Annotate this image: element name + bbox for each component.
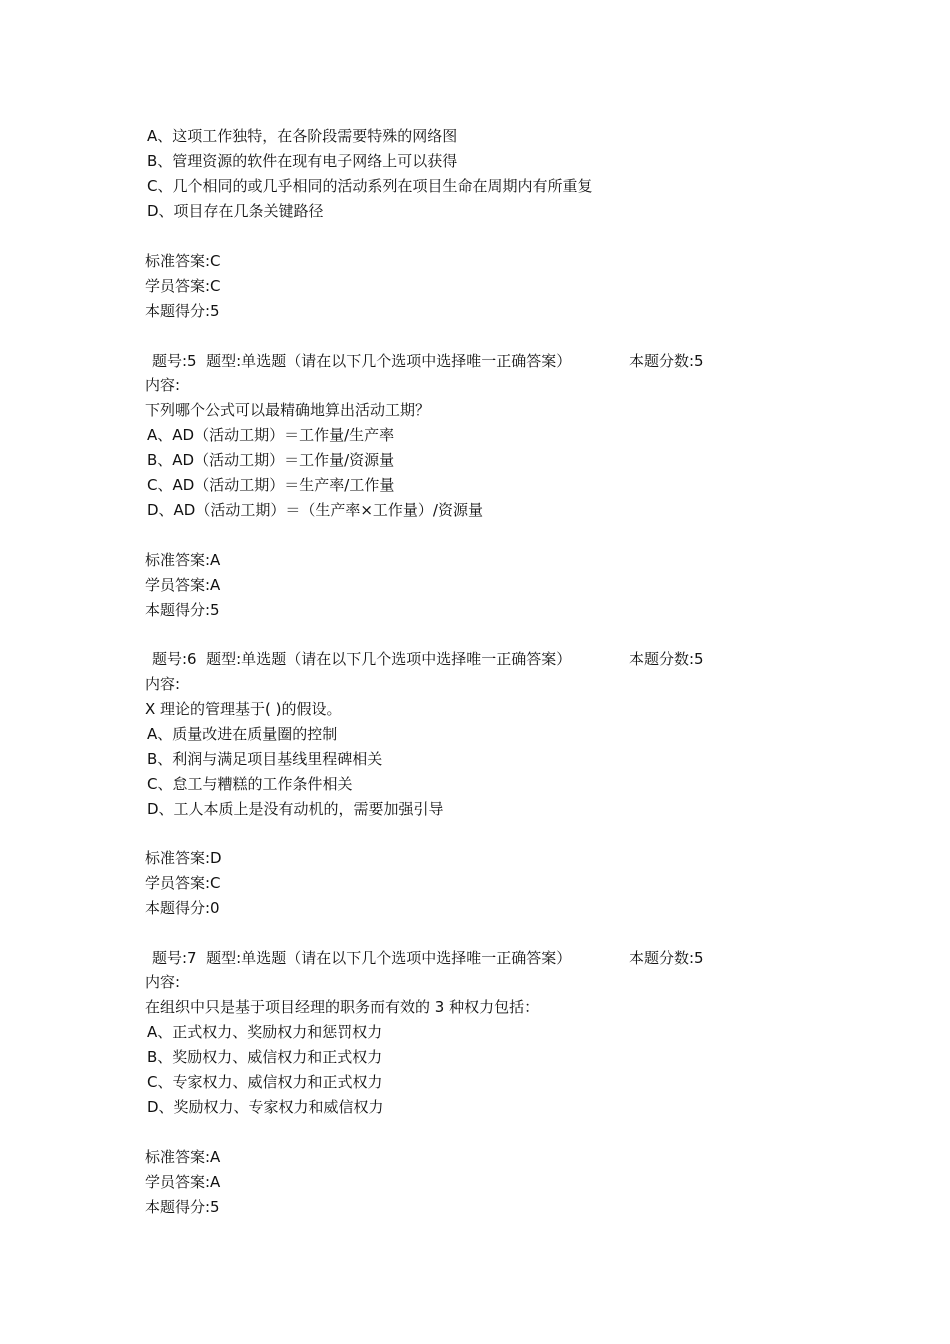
option-b: B、奖励权力、威信权力和正式权力	[147, 1048, 383, 1066]
content-label: 内容:	[145, 973, 181, 991]
option-a: A、正式权力、奖励权力和惩罚权力	[147, 1023, 383, 1041]
option-c: C、几个相同的或几乎相同的活动系列在项目生命在周期内有所重复	[147, 177, 593, 195]
option-c: C、怠工与糟糕的工作条件相关	[147, 775, 353, 793]
question-score: 本题得分:5	[145, 601, 220, 619]
standard-answer: 标准答案:D	[145, 849, 222, 867]
question-points: 本题分数:5	[629, 650, 704, 668]
student-answer: 学员答案:C	[145, 277, 221, 295]
question-score: 本题得分:0	[145, 899, 220, 917]
content-label: 内容:	[145, 376, 181, 394]
option-c: C、AD（活动工期）＝生产率/工作量	[147, 476, 395, 494]
question-points: 本题分数:5	[629, 352, 704, 370]
content-label: 内容:	[145, 675, 181, 693]
option-a: A、质量改进在质量圈的控制	[147, 725, 338, 743]
question-header: 题号:7 题型:单选题（请在以下几个选项中选择唯一正确答案）	[152, 949, 572, 967]
option-b: B、利润与满足项目基线里程碑相关	[147, 750, 383, 768]
standard-answer: 标准答案:A	[145, 551, 221, 569]
question-stem: 下列哪个公式可以最精确地算出活动工期？	[145, 401, 431, 419]
question-stem: 在组织中只是基于项目经理的职务而有效的 3 种权力包括：	[145, 998, 540, 1016]
question-header: 题号:5 题型:单选题（请在以下几个选项中选择唯一正确答案）	[152, 352, 572, 370]
question-points: 本题分数:5	[629, 949, 704, 967]
student-answer: 学员答案:A	[145, 1173, 221, 1191]
question-score: 本题得分:5	[145, 302, 220, 320]
question-score: 本题得分:5	[145, 1198, 220, 1216]
option-d: D、项目存在几条关键路径	[147, 202, 324, 220]
option-d: D、工人本质上是没有动机的，需要加强引导	[147, 800, 444, 818]
option-b: B、管理资源的软件在现有电子网络上可以获得	[147, 152, 458, 170]
option-c: C、专家权力、威信权力和正式权力	[147, 1073, 383, 1091]
option-b: B、AD（活动工期）＝工作量/资源量	[147, 451, 395, 469]
option-a: A、AD（活动工期）＝工作量/生产率	[147, 426, 395, 444]
standard-answer: 标准答案:A	[145, 1148, 221, 1166]
question-stem: X 理论的管理基于( )的假设。	[145, 700, 342, 718]
standard-answer: 标准答案:C	[145, 252, 221, 270]
option-a: A、这项工作独特，在各阶段需要特殊的网络图	[147, 127, 458, 145]
student-answer: 学员答案:A	[145, 576, 221, 594]
option-d: D、奖励权力、专家权力和威信权力	[147, 1098, 384, 1116]
question-header: 题号:6 题型:单选题（请在以下几个选项中选择唯一正确答案）	[152, 650, 572, 668]
student-answer: 学员答案:C	[145, 874, 221, 892]
option-d: D、AD（活动工期）＝（生产率×工作量）/资源量	[147, 501, 483, 519]
